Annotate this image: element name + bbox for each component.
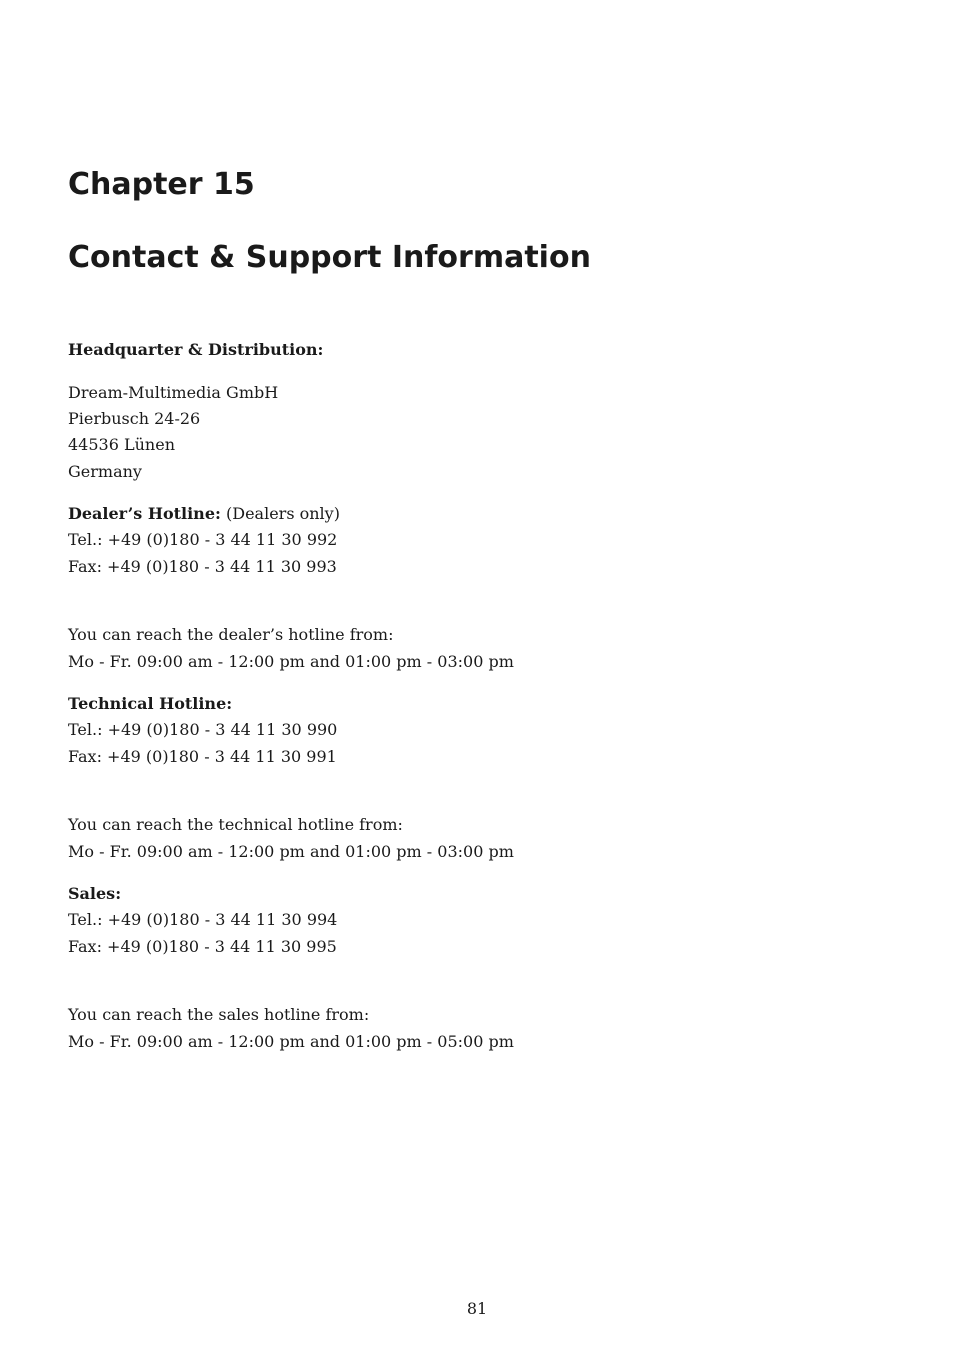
sales-tel: Tel.: +49 (0)180 - 3 44 11 30 994 <box>68 910 338 929</box>
sales-fax: Fax: +49 (0)180 - 3 44 11 30 995 <box>68 937 337 956</box>
sales-heading: Sales: <box>68 884 122 903</box>
chapter-number: Chapter 15 <box>68 167 255 202</box>
dealer-heading-line <box>68 503 340 525</box>
headquarter-heading: Headquarter & Distribution: <box>68 340 324 359</box>
technical-fax: Fax: +49 (0)180 - 3 44 11 30 991 <box>68 747 337 766</box>
city-address: 44536 Lünen <box>68 435 175 454</box>
technical-hours: Mo - Fr. 09:00 am - 12:00 pm and 01:00 pm - 03:00 pm <box>68 842 514 861</box>
dealer-hours: Mo - Fr. 09:00 am - 12:00 pm and 01:00 pm - 03:00 pm <box>68 652 514 671</box>
company-name: Dream-Multimedia GmbH <box>68 383 279 402</box>
sales-reach: You can reach the sales hotline from: <box>68 1005 370 1024</box>
dealer-heading: Dealer’s Hotline: <box>68 504 221 523</box>
dealer-tel: Tel.: +49 (0)180 - 3 44 11 30 992 <box>68 530 338 549</box>
technical-heading: Technical Hotline: <box>68 694 233 713</box>
street-address: Pierbusch 24-26 <box>68 409 201 428</box>
sales-hours: Mo - Fr. 09:00 am - 12:00 pm and 01:00 pm - 05:00 pm <box>68 1032 514 1051</box>
dealer-note: (Dealers only) <box>226 504 340 523</box>
dealer-fax: Fax: +49 (0)180 - 3 44 11 30 993 <box>68 557 337 576</box>
page-number: 81 <box>466 1299 488 1318</box>
chapter-title: Contact & Support Information <box>68 240 591 275</box>
dealer-reach: You can reach the dealer’s hotline from: <box>68 625 394 644</box>
technical-reach: You can reach the technical hotline from: <box>68 815 403 834</box>
country: Germany <box>68 462 142 481</box>
technical-tel: Tel.: +49 (0)180 - 3 44 11 30 990 <box>68 720 338 739</box>
